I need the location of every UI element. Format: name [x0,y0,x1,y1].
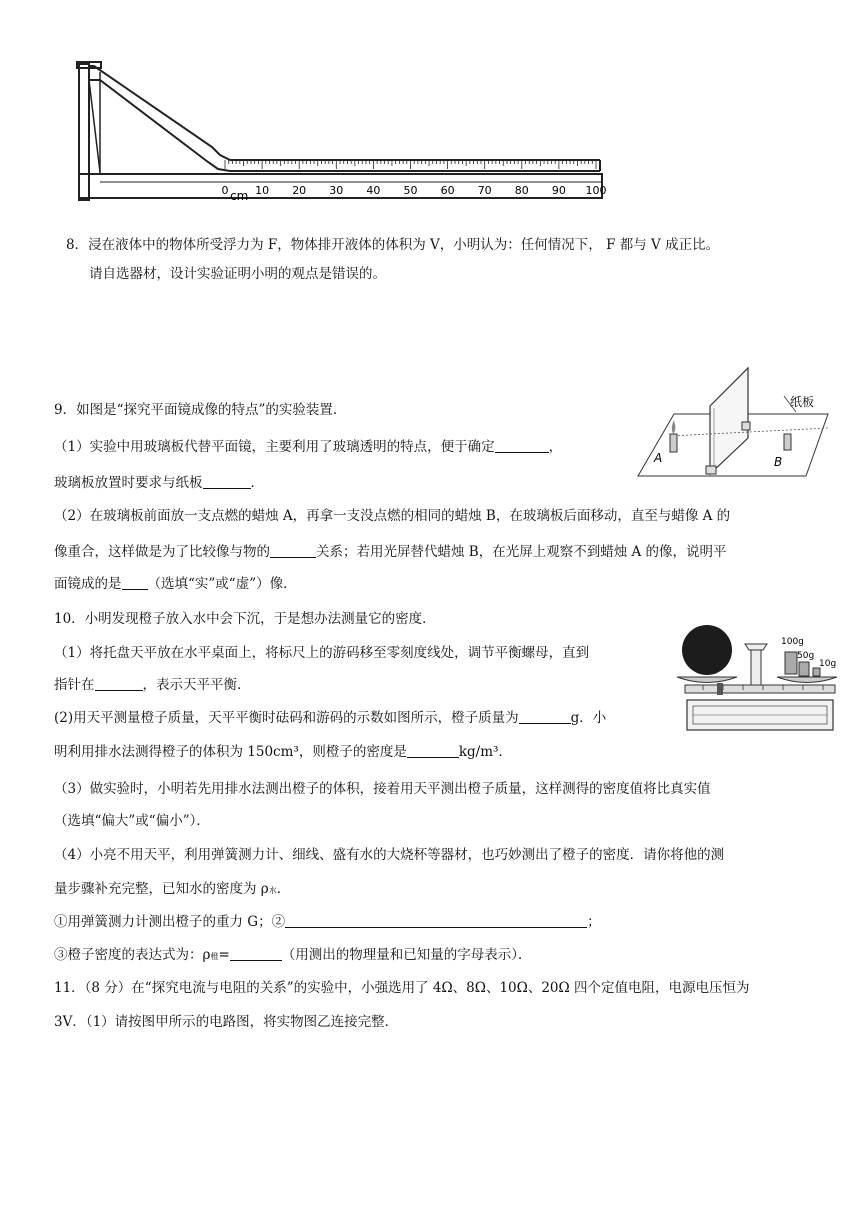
ruler-tick-label: 100 [585,184,607,197]
incline-ruler-figure [60,52,620,207]
answer-blank[interactable] [270,543,316,558]
board-label: 纸板 [790,395,815,409]
ruler-tick-label: 90 [551,184,566,197]
answer-blank[interactable] [230,946,282,961]
ruler-tick-label: 30 [329,184,344,197]
ruler-tick-label: 80 [514,184,529,197]
q9-p2a: （2）在玻璃板前面放一支点燃的蜡烛 A，再拿一支没点燃的相同的蜡烛 B，在玻璃板后面移动，直至与蜡像 A 的 [54,508,731,524]
ruler-tick-label: 60 [440,184,455,197]
plane-mirror-figure [634,366,834,486]
q10-p2b: 明利用排水法测得橙子的体积为 150cm³，则橙子的密度是 kg/m³． [54,744,512,760]
answer-blank[interactable] [519,709,571,724]
q10-p3a: （3）做实验时，小明若先用排水法测出橙子的体积，接着用天平测出橙子质量，这样测得的密度值将比真实值 [54,781,711,797]
answer-blank[interactable] [122,575,148,590]
balance-scale-figure [673,622,849,740]
answer-blank[interactable] [495,438,549,453]
q10-p3b: （选填“偏大”或“偏小”）． [54,813,210,829]
ruler-tick-label: 20 [292,184,307,197]
q8-line2: 请自选器材，设计实验证明小明的观点是错误的。 [89,266,386,282]
q9-p1a: （1）实验中用玻璃板代替平面镜，主要利用了玻璃透明的特点，便于确定 ， [54,439,563,455]
q8-line1: 8．浸在液体中的物体所受浮力为 F，物体排开液体的体积为 V，小明认为：任何情况下， F 都与 V 成正比。 [66,237,720,253]
ruler-tick-label: 40 [366,184,381,197]
answer-blank[interactable] [285,913,587,928]
q11-line1: 11．（8 分）在“探究电流与电阻的关系”的实验中，小强选用了 4Ω、8Ω、10Ω、20Ω 四个定值电阻，电源电压恒为 [54,980,750,996]
weight-50g-label: 50g [797,651,815,661]
q10-step3: ③橙子密度的表达式为：ρ橙= （用测出的物理量和已知量的字母表示）． [54,947,532,963]
q10-p1b: 指针在 ，表示天平平衡． [54,677,251,693]
q10-p4b: 量步骤补充完整，已知水的密度为 ρ水． [54,881,291,897]
q9-p2b: 像重合，这样做是为了比较像与物的 关系；若用光屏替代蜡烛 B，在光屏上观察不到蜡烛 A 的像，说明平 [54,544,727,560]
q10-p4a: （4）小亮不用天平，利用弹簧测力计、细线、盛有水的大烧杯等器材，也巧妙测出了橙子的密度．请你将他的测 [54,847,725,863]
weight-100g-label: 100g [781,637,804,647]
candle-a-label: A [654,451,663,465]
ruler-tick-label: 50 [403,184,418,197]
answer-blank[interactable] [203,474,251,489]
q10-step1: ①用弹簧测力计测出橙子的重力 G；② ； [54,914,601,930]
q9-title: 9．如图是“探究平面镜成像的特点”的实验装置． [54,402,347,418]
ruler-tick-label: 10 [255,184,270,197]
q9-p1b: 玻璃板放置时要求与纸板 ． [54,475,264,491]
ruler-tick-label: 0 [221,184,229,197]
candle-b-label: B [774,455,783,469]
q11-line2: 3V．（1）请按图甲所示的电路图，将实物图乙连接完整． [54,1014,399,1030]
q10-title: 10．小明发现橙子放入水中会下沉，于是想办法测量它的密度． [54,611,436,627]
answer-blank[interactable] [407,743,459,758]
answer-blank[interactable] [95,676,143,691]
q10-p2a: (2)用天平测量橙子质量，天平平衡时砝码和游码的示数如图所示，橙子质量为 g．小 [54,710,607,726]
ruler-unit: cm [230,189,249,203]
ruler-scale [222,160,607,197]
q10-p1a: （1）将托盘天平放在水平桌面上，将标尺上的游码移至零刻度线处，调节平衡螺母，直到 [54,645,590,661]
ruler-tick-label: 70 [477,184,492,197]
q9-p2c: 面镜成的是 （选填“实”或“虚”）像． [54,576,297,592]
weight-10g-label: 10g [819,659,837,669]
